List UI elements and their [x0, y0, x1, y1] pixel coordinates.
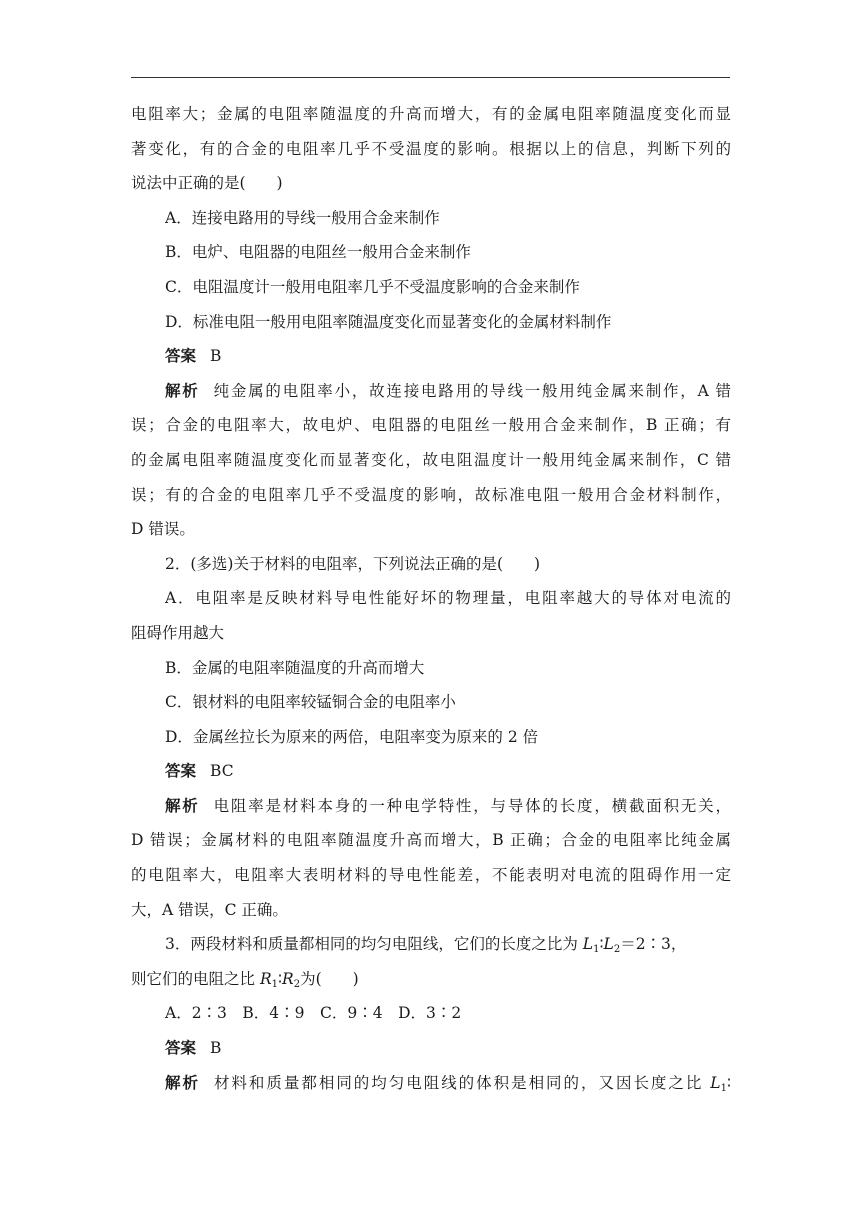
intro-line-2: 著变化，有的合金的电阻率几乎不受温度的影响。根据以上的信息，判断下列的 [131, 139, 731, 158]
q3-answer [131, 1031, 731, 1066]
q1-option-c: C．电阻温度计一般用电阻率几乎不受温度影响的合金来制作 [165, 277, 580, 296]
answer-value: B [210, 1039, 222, 1058]
q2-answer [131, 754, 731, 789]
analysis-label: 解析 [165, 380, 200, 400]
q1-option-b: B．电炉、电阻器的电阻丝一般用合金来制作 [165, 243, 471, 262]
document-content [131, 97, 731, 1100]
answer-label: 答案 [165, 346, 197, 366]
q1-analysis-line-5: D 错误。 [131, 520, 195, 539]
q3-stem-line-2: 则它们的电阻之比 $R_1∶R_2$为( ) [131, 969, 359, 990]
q1-analysis-line-2: 误；合金的电阻率大，故电炉、电阻器的电阻丝一般用合金来制作，B 正确；有 [131, 416, 731, 435]
answer-value: B [210, 347, 222, 366]
analysis-label: 解析 [165, 795, 200, 815]
q2-option-c: C．银材料的电阻率较锰铜合金的电阻率小 [165, 693, 456, 712]
answer-value: BC [210, 762, 234, 781]
q3-analysis-line-1: 解析 材料和质量都相同的均匀电阻线的体积是相同的，又因长度之比 $L_1∶$ [165, 1072, 731, 1094]
q1-analysis-line-1: 解析 纯金属的电阻率小，故连接电路用的导线一般用纯金属来制作，A 错 [165, 380, 731, 400]
header-rule [131, 77, 730, 78]
q2-analysis-line-4: 大，A 错误，C 正确。 [131, 900, 288, 919]
q3-stem-line-1: 3．两段材料和质量都相同的均匀电阻线，它们的长度之比为 $L_1∶L_2=2∶3$， [165, 935, 687, 956]
q1-analysis-line-3: 的金属电阻率随温度变化而显著变化，故电阻温度计一般用纯金属来制作，C 错 [131, 450, 731, 469]
q3-options: A．2∶3 B．4∶9 C．9∶4 D．3∶2 [165, 1004, 462, 1023]
q1-answer [131, 339, 731, 374]
q1-option-a: A．连接电路用的导线一般用合金来制作 [165, 208, 440, 227]
intro-line-3: 说法中正确的是( ) [131, 174, 283, 193]
intro-line-1: 电阻率大；金属的电阻率随温度的升高而增大，有的金属电阻率随温度变化而显 [131, 105, 731, 123]
answer-label: 答案 [165, 761, 197, 781]
q2-option-d: D．金属丝拉长为原来的两倍，电阻率变为原来的 2 倍 [165, 727, 539, 746]
answer-label: 答案 [165, 1038, 197, 1058]
q1-option-d: D．标准电阻一般用电阻率随温度变化而显著变化的金属材料制作 [165, 312, 612, 331]
q2-stem: 2．(多选)关于材料的电阻率，下列说法正确的是( ) [165, 554, 541, 573]
q2-analysis-line-2: D 错误；金属材料的电阻率随温度升高而增大，B 正确；合金的电阻率比纯金属 [131, 831, 731, 850]
q2-analysis-line-3: 的电阻率大，电阻率大表明材料的导电性能差，不能表明对电流的阻碍作用一定 [131, 866, 731, 885]
q1-analysis-line-4: 误；有的合金的电阻率几乎不受温度的影响，故标准电阻一般用合金材料制作， [131, 485, 731, 504]
analysis-label: 解析 [165, 1072, 200, 1092]
q2-option-b: B．金属的电阻率随温度的升高而增大 [165, 658, 425, 677]
q2-analysis-line-1: 解析 电阻率是材料本身的一种电学特性，与导体的长度，横截面积无关， [165, 795, 731, 815]
q2-option-a-cont: 阻碍作用越大 [131, 623, 225, 642]
q2-option-a: A．电阻率是反映材料导电性能好坏的物理量，电阻率越大的导体对电流的 [165, 589, 731, 608]
